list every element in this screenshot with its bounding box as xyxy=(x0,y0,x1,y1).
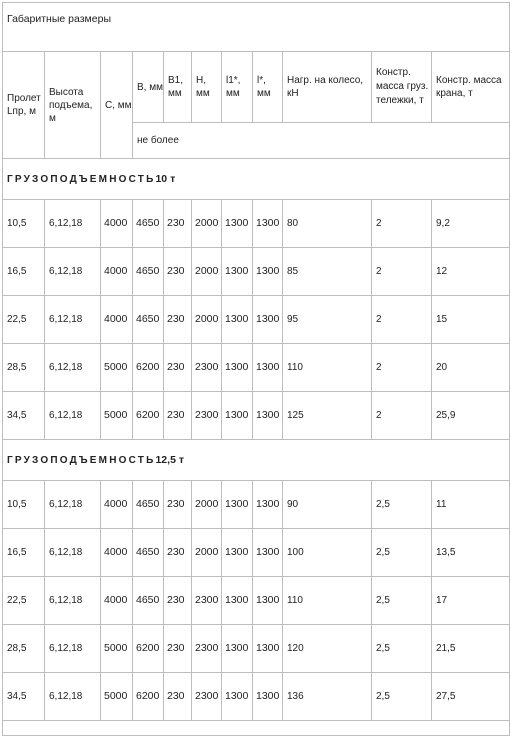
cell-b: 4650 xyxy=(133,481,164,529)
cell-l: 1300 xyxy=(253,625,283,673)
cell-lift-height: 6,12,18 xyxy=(45,673,101,721)
cell-l: 1300 xyxy=(253,577,283,625)
table-row xyxy=(3,481,510,529)
cell-crane-mass: 17 xyxy=(432,577,510,625)
cell-wheel-load: 90 xyxy=(283,481,372,529)
header-l1: l1*, мм xyxy=(222,52,253,123)
cell-b1: 230 xyxy=(164,529,192,577)
cell-h: 2000 xyxy=(192,248,222,296)
cell-h: 2000 xyxy=(192,481,222,529)
table-row xyxy=(3,673,510,721)
cell-l: 1300 xyxy=(253,344,283,392)
table-row-partial xyxy=(3,721,510,736)
header-crane-mass: Констр. масса крана, т xyxy=(432,52,510,123)
cell-crane-mass: 13,5 xyxy=(432,529,510,577)
cell-crane-mass: 12 xyxy=(432,248,510,296)
cell-wheel-load: 110 xyxy=(283,577,372,625)
cell-h: 2000 xyxy=(192,200,222,248)
table-row xyxy=(3,392,510,440)
cell-span: 22,5 xyxy=(3,296,45,344)
cell-lift-height: 6,12,18 xyxy=(45,248,101,296)
cell-trolley-mass: 2,5 xyxy=(372,529,432,577)
section-title xyxy=(3,159,510,200)
cell-b1: 230 xyxy=(164,577,192,625)
cell-b: 6200 xyxy=(133,392,164,440)
cell-b1: 230 xyxy=(164,344,192,392)
cell-trolley-mass: 2 xyxy=(372,344,432,392)
cell-wheel-load: 136 xyxy=(283,673,372,721)
crane-dimensions-table xyxy=(2,2,510,736)
cell-wheel-load: 120 xyxy=(283,625,372,673)
cell-wheel-load: 100 xyxy=(283,529,372,577)
cell-lift-height: 6,12,18 xyxy=(45,344,101,392)
cell-b: 6200 xyxy=(133,673,164,721)
cell-h: 2000 xyxy=(192,296,222,344)
cell-l: 1300 xyxy=(253,529,283,577)
section-title-text: ГРУЗОПОДЪЕМНОСТЬ xyxy=(7,173,156,185)
cell-l1: 1300 xyxy=(222,344,253,392)
cell-h: 2300 xyxy=(192,577,222,625)
cell-b: 4650 xyxy=(133,296,164,344)
cell-span: 16,5 xyxy=(3,248,45,296)
cell-crane-mass: 15 xyxy=(432,296,510,344)
header-b1: B1, мм xyxy=(164,52,192,123)
cell-c: 4000 xyxy=(101,529,133,577)
cell-crane-mass: 9,2 xyxy=(432,200,510,248)
cell-wheel-load: 125 xyxy=(283,392,372,440)
cell-c: 5000 xyxy=(101,625,133,673)
cell-trolley-mass: 2,5 xyxy=(372,481,432,529)
cell-l: 1300 xyxy=(253,296,283,344)
cell-l1: 1300 xyxy=(222,392,253,440)
cell-l: 1300 xyxy=(253,392,283,440)
cell-h: 2300 xyxy=(192,392,222,440)
cell-b1: 230 xyxy=(164,625,192,673)
cell-trolley-mass: 2 xyxy=(372,296,432,344)
cell-wheel-load: 85 xyxy=(283,248,372,296)
empty-cell xyxy=(3,721,510,736)
cell-trolley-mass: 2,5 xyxy=(372,673,432,721)
cell-wheel-load: 95 xyxy=(283,296,372,344)
cell-b1: 230 xyxy=(164,392,192,440)
cell-b: 4650 xyxy=(133,577,164,625)
cell-b1: 230 xyxy=(164,296,192,344)
cell-l: 1300 xyxy=(253,481,283,529)
cell-l1: 1300 xyxy=(222,481,253,529)
cell-c: 4000 xyxy=(101,577,133,625)
cell-crane-mass: 21,5 xyxy=(432,625,510,673)
cell-l1: 1300 xyxy=(222,673,253,721)
cell-lift-height: 6,12,18 xyxy=(45,392,101,440)
cell-l1: 1300 xyxy=(222,296,253,344)
cell-h: 2300 xyxy=(192,625,222,673)
table-row xyxy=(3,529,510,577)
cell-lift-height: 6,12,18 xyxy=(45,200,101,248)
cell-b: 6200 xyxy=(133,625,164,673)
cell-b: 4650 xyxy=(133,248,164,296)
cell-b: 6200 xyxy=(133,344,164,392)
cell-h: 2300 xyxy=(192,673,222,721)
header-limit-note: не более xyxy=(133,123,510,159)
cell-h: 2300 xyxy=(192,344,222,392)
table-row xyxy=(3,344,510,392)
cell-trolley-mass: 2,5 xyxy=(372,577,432,625)
cell-span: 16,5 xyxy=(3,529,45,577)
header-lift-height: Высота подъема, м xyxy=(45,52,101,159)
cell-l1: 1300 xyxy=(222,625,253,673)
cell-span: 34,5 xyxy=(3,392,45,440)
cell-c: 5000 xyxy=(101,392,133,440)
cell-crane-mass: 20 xyxy=(432,344,510,392)
cell-lift-height: 6,12,18 xyxy=(45,625,101,673)
table-row xyxy=(3,625,510,673)
cell-b1: 230 xyxy=(164,200,192,248)
table-row xyxy=(3,248,510,296)
table-caption: Габаритные размеры xyxy=(3,3,510,52)
section-capacity: 12,5 т xyxy=(155,453,184,466)
cell-crane-mass: 25,9 xyxy=(432,392,510,440)
cell-l1: 1300 xyxy=(222,200,253,248)
cell-span: 22,5 xyxy=(3,577,45,625)
header-span: Пролет Lпр, м xyxy=(3,52,45,159)
cell-lift-height: 6,12,18 xyxy=(45,577,101,625)
header-trolley-mass: Констр. масса груз. тележки, т xyxy=(372,52,432,123)
cell-span: 28,5 xyxy=(3,625,45,673)
cell-b: 4650 xyxy=(133,200,164,248)
section-header xyxy=(3,440,510,481)
cell-b: 4650 xyxy=(133,529,164,577)
table-row xyxy=(3,200,510,248)
cell-c: 4000 xyxy=(101,296,133,344)
header-wheel-load: Нагр. на колесо, кН xyxy=(283,52,372,123)
cell-l1: 1300 xyxy=(222,577,253,625)
cell-c: 5000 xyxy=(101,344,133,392)
header-b: B, мм xyxy=(133,52,164,123)
cell-span: 34,5 xyxy=(3,673,45,721)
cell-trolley-mass: 2 xyxy=(372,200,432,248)
header-l: l*, мм xyxy=(253,52,283,123)
cell-l1: 1300 xyxy=(222,529,253,577)
cell-l: 1300 xyxy=(253,248,283,296)
section-title-text: ГРУЗОПОДЪЕМНОСТЬ xyxy=(7,454,156,466)
cell-crane-mass: 11 xyxy=(432,481,510,529)
cell-c: 4000 xyxy=(101,200,133,248)
cell-b1: 230 xyxy=(164,673,192,721)
cell-b1: 230 xyxy=(164,248,192,296)
cell-wheel-load: 80 xyxy=(283,200,372,248)
header-h: H, мм xyxy=(192,52,222,123)
cell-c: 5000 xyxy=(101,673,133,721)
cell-lift-height: 6,12,18 xyxy=(45,481,101,529)
cell-h: 2000 xyxy=(192,529,222,577)
section-capacity: 10 т xyxy=(155,172,176,185)
cell-span: 10,5 xyxy=(3,200,45,248)
cell-trolley-mass: 2 xyxy=(372,392,432,440)
cell-span: 10,5 xyxy=(3,481,45,529)
cell-trolley-mass: 2 xyxy=(372,248,432,296)
cell-c: 4000 xyxy=(101,481,133,529)
cell-c: 4000 xyxy=(101,248,133,296)
section-header xyxy=(3,159,510,200)
cell-lift-height: 6,12,18 xyxy=(45,529,101,577)
cell-lift-height: 6,12,18 xyxy=(45,296,101,344)
table-row xyxy=(3,577,510,625)
cell-l: 1300 xyxy=(253,200,283,248)
cell-l: 1300 xyxy=(253,673,283,721)
cell-wheel-load: 110 xyxy=(283,344,372,392)
table-row xyxy=(3,296,510,344)
cell-l1: 1300 xyxy=(222,248,253,296)
header-c: C, мм xyxy=(101,52,133,159)
cell-trolley-mass: 2,5 xyxy=(372,625,432,673)
cell-b1: 230 xyxy=(164,481,192,529)
cell-span: 28,5 xyxy=(3,344,45,392)
cell-crane-mass: 27,5 xyxy=(432,673,510,721)
section-title xyxy=(3,440,510,481)
